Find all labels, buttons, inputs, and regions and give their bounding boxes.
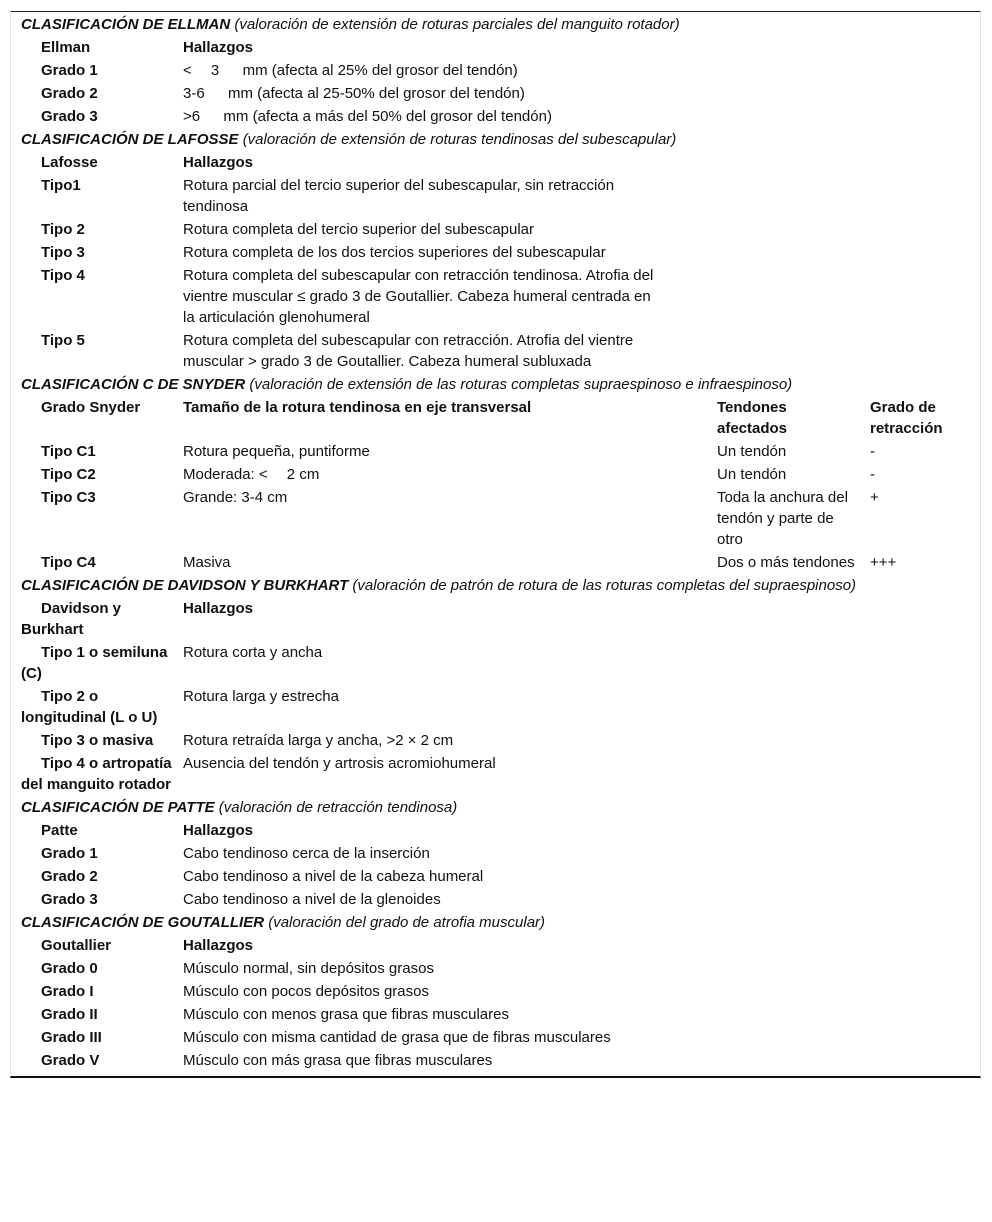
table-row [11, 888, 980, 911]
row-value: Músculo con menos grasa que fibras musculares [183, 1006, 509, 1023]
row-retraction: +++ [870, 554, 897, 571]
table-row [11, 957, 980, 980]
section-description: (valoración del grado de atrofia muscular) [268, 914, 546, 931]
row-value: Cabo tendinoso a nivel de la cabeza humeral [183, 868, 484, 885]
row-label: Tipo C3 [41, 489, 96, 506]
row-label: Grado 1 [41, 845, 98, 862]
row-label: Tipo C4 [41, 554, 96, 571]
table-row [11, 174, 980, 218]
row-label: Tipo 3 [41, 244, 85, 261]
row-value: Ausencia del tendón y artrosis acromiohumeral [183, 755, 496, 772]
table-row [11, 59, 980, 82]
table-row [11, 865, 980, 888]
table-row [11, 729, 980, 752]
row-value: ˃6 mm (afecta a más del 50% del grosor del tendón) [183, 108, 552, 125]
section-title: CLASIFICACIÓN DE LAFOSSE [21, 131, 239, 148]
row-label: Grado 2 [41, 868, 98, 885]
table-row [11, 329, 980, 373]
section-title: CLASIFICACIÓN DE ELLMAN [21, 16, 231, 33]
row-size: Rotura pequeña, puntiforme [183, 443, 370, 460]
section-header-lafosse [11, 128, 980, 151]
section-title: CLASIFICACIÓN DE PATTE [21, 799, 215, 816]
table-row [11, 440, 980, 463]
column-header: Tamaño de la rotura tendinosa en eje transversal [183, 399, 532, 416]
column-header: Tendones afectados [717, 399, 788, 437]
row-label: Grado 3 [41, 891, 98, 908]
row-label: Grado I [41, 983, 94, 1000]
row-value: 3-6 mm (afecta al 25-50% del grosor del tendón) [183, 85, 525, 102]
column-header-row [11, 819, 980, 842]
section-description: (valoración de extensión de las roturas completas supraespinoso e infraespinoso) [249, 376, 793, 393]
row-tendons: Dos o más tendones [717, 554, 855, 571]
row-label: Grado III [41, 1029, 102, 1046]
column-header: Patte [41, 822, 78, 839]
classification-table-frame [10, 11, 981, 1078]
section-header-davidson-burkhart [11, 574, 980, 597]
section-title: CLASIFICACIÓN DE GOUTALLIER [21, 914, 265, 931]
section-description: (valoración de patrón de rotura de las roturas completas del supraespinoso) [352, 577, 857, 594]
column-header-row [11, 396, 980, 440]
table-row [11, 752, 980, 796]
row-value: Cabo tendinoso cerca de la inserción [183, 845, 430, 862]
row-label: Tipo C1 [41, 443, 96, 460]
table-row [11, 241, 980, 264]
column-header: Hallazgos [183, 822, 254, 839]
row-label: Grado 0 [41, 960, 98, 977]
table-row [11, 218, 980, 241]
row-retraction: + [870, 489, 879, 506]
column-header: Lafosse [41, 154, 98, 171]
section-title: CLASIFICACIÓN DE DAVIDSON Y BURKHART [21, 577, 349, 594]
table-row [11, 551, 980, 574]
section-title: CLASIFICACIÓN C DE SNYDER [21, 376, 246, 393]
section-description: (valoración de extensión de roturas tendinosas del subescapular) [242, 131, 677, 148]
section-header-goutallier [11, 911, 980, 934]
row-value: Rotura completa de los dos tercios superiores del subescapular [183, 244, 606, 261]
row-tendons: Un tendón [717, 466, 787, 483]
section-header-ellman [11, 13, 980, 36]
table-row [11, 105, 980, 128]
column-header-row [11, 934, 980, 957]
row-label: Grado II [41, 1006, 98, 1023]
column-header: Hallazgos [183, 600, 254, 617]
table-row [11, 685, 980, 729]
row-label: Grado 2 [41, 85, 98, 102]
column-header-row [11, 36, 980, 59]
row-value: Rotura corta y ancha [183, 644, 323, 661]
table-row [11, 1049, 980, 1072]
row-label: Grado V [41, 1052, 100, 1069]
row-label: Tipo 4 [41, 267, 85, 284]
column-header: Grado Snyder [41, 399, 141, 416]
table-row [11, 82, 980, 105]
row-value: Rotura completa del subescapular con retracción tendinosa. Atrofia del vientre muscular ≤ grado 3 de Goutallier. Cabeza humeral centrada en la articulación glenohumeral [183, 267, 654, 326]
row-retraction: - [870, 466, 875, 483]
row-size: Masiva [183, 554, 231, 571]
row-value: Rotura completa del tercio superior del subescapular [183, 221, 535, 238]
row-label: Tipo 2 [41, 221, 85, 238]
column-header: Ellman [41, 39, 91, 56]
section-description: (valoración de retracción tendinosa) [218, 799, 458, 816]
table-row [11, 264, 980, 329]
row-label: Tipo C2 [41, 466, 96, 483]
row-label: Tipo 2 o longitudinal (L o U) [21, 688, 158, 726]
row-size: Grande: 3-4 cm [183, 489, 288, 506]
row-value: Rotura parcial del tercio superior del subescapular, sin retracción tendinosa [183, 177, 615, 215]
column-header-row [11, 597, 980, 641]
table-row [11, 1026, 980, 1049]
column-header-row [11, 151, 980, 174]
table-row [11, 842, 980, 865]
row-retraction: - [870, 443, 875, 460]
table-row [11, 980, 980, 1003]
row-label: Tipo1 [41, 177, 81, 194]
table-row [11, 641, 980, 685]
column-header: Goutallier [41, 937, 112, 954]
row-value: Músculo con más grasa que fibras musculares [183, 1052, 493, 1069]
column-header: Hallazgos [183, 154, 254, 171]
row-label: Tipo 4 o artropatía del manguito rotador [21, 755, 172, 793]
section-description: (valoración de extensión de roturas parciales del manguito rotador) [234, 16, 680, 33]
row-tendons: Un tendón [717, 443, 787, 460]
row-value: Músculo con misma cantidad de grasa que de fibras musculares [183, 1029, 611, 1046]
row-value: Rotura retraída larga y ancha, ˃2 × 2 cm [183, 732, 454, 749]
row-value: Músculo con pocos depósitos grasos [183, 983, 429, 1000]
section-header-snyder [11, 373, 980, 396]
table-row [11, 463, 980, 486]
column-header: Hallazgos [183, 39, 254, 56]
section-header-patte [11, 796, 980, 819]
row-value: Rotura larga y estrecha [183, 688, 339, 705]
row-size: Moderada: < 2 cm [183, 466, 320, 483]
table-row [11, 486, 980, 551]
column-header: Grado de retracción [870, 399, 943, 437]
classification-table [11, 13, 980, 1072]
column-header: Hallazgos [183, 937, 254, 954]
row-label: Tipo 5 [41, 332, 85, 349]
row-label: Tipo 1 o semiluna (C) [21, 644, 168, 682]
column-header: Davidson y Burkhart [21, 600, 122, 638]
table-row [11, 1003, 980, 1026]
row-label: Grado 3 [41, 108, 98, 125]
row-label: Tipo 3 o masiva [41, 732, 154, 749]
row-value: Rotura completa del subescapular con retracción. Atrofia del vientre muscular ˃ grado 3 de Goutallier. Cabeza humeral subluxada [183, 332, 634, 370]
row-value: Músculo normal, sin depósitos grasos [183, 960, 434, 977]
row-label: Grado 1 [41, 62, 98, 79]
row-value: Cabo tendinoso a nivel de la glenoides [183, 891, 441, 908]
row-value: < 3 mm (afecta al 25% del grosor del tendón) [183, 62, 518, 79]
row-tendons: Toda la anchura del tendón y parte de otro [717, 489, 848, 548]
